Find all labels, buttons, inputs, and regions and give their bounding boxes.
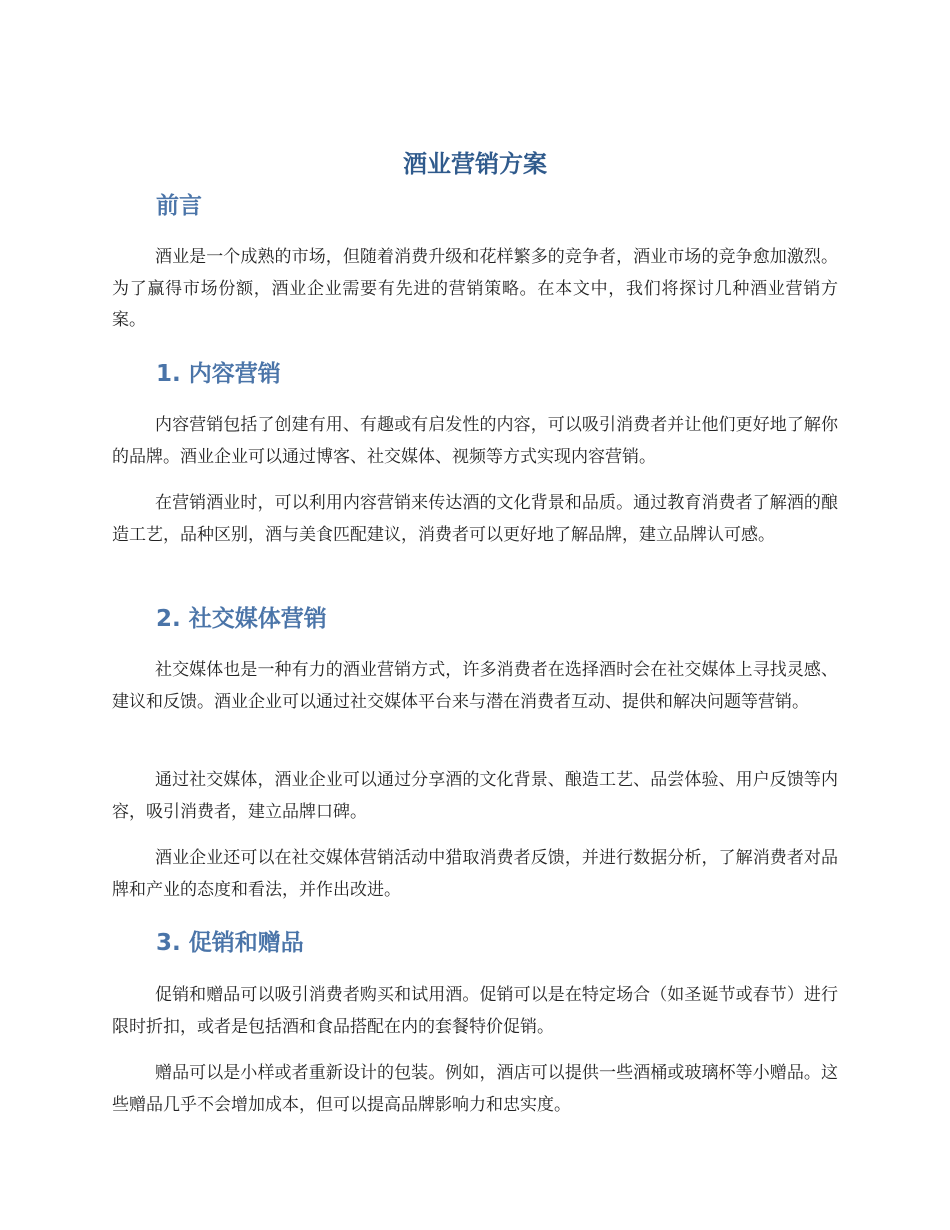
section-heading-promotions-gifts: 3. 促销和赠品 [156,930,304,956]
section-heading-content-marketing: 1. 内容营销 [156,361,281,387]
section-heading-social-media-marketing: 2. 社交媒体营销 [156,606,327,632]
paragraph: 社交媒体也是一种有力的酒业营销方式，许多消费者在选择酒时会在社交媒体上寻找灵感、建议和反馈。酒业企业可以通过社交媒体平台来与潜在消费者互动、提供和解决问题等营销。 [112,660,838,712]
paragraph: 酒业企业还可以在社交媒体营销活动中猎取消费者反馈，并进行数据分析，了解消费者对品牌和产业的态度和看法，并作出改进。 [112,848,838,900]
paragraph: 在营销酒业时，可以利用内容营销来传达酒的文化背景和品质。通过教育消费者了解酒的酿造工艺，品种区别，酒与美食匹配建议，消费者可以更好地了解品牌，建立品牌认可感。 [112,493,838,545]
section-heading-preface: 前言 [156,193,202,219]
paragraph: 促销和赠品可以吸引消费者购买和试用酒。促销可以是在特定场合（如圣诞节或春节）进行限时折扣，或者是包括酒和食品搭配在内的套餐特价促销。 [112,985,838,1037]
paragraph: 赠品可以是小样或者重新设计的包装。例如，酒店可以提供一些酒桶或玻璃杯等小赠品。这些赠品几乎不会增加成本，但可以提高品牌影响力和忠实度。 [112,1063,838,1115]
paragraph: 通过社交媒体，酒业企业可以通过分享酒的文化背景、酿造工艺、品尝体验、用户反馈等内容，吸引消费者，建立品牌口碑。 [112,770,838,822]
paragraph: 内容营销包括了创建有用、有趣或有启发性的内容，可以吸引消费者并让他们更好地了解你的品牌。酒业企业可以通过博客、社交媒体、视频等方式实现内容营销。 [112,415,838,467]
paragraph: 酒业是一个成熟的市场，但随着消费升级和花样繁多的竞争者，酒业市场的竞争愈加激烈。为了赢得市场份额，酒业企业需要有先进的营销策略。在本文中，我们将探讨几种酒业营销方案。 [112,247,838,330]
document-title: 酒业营销方案 [403,150,547,178]
